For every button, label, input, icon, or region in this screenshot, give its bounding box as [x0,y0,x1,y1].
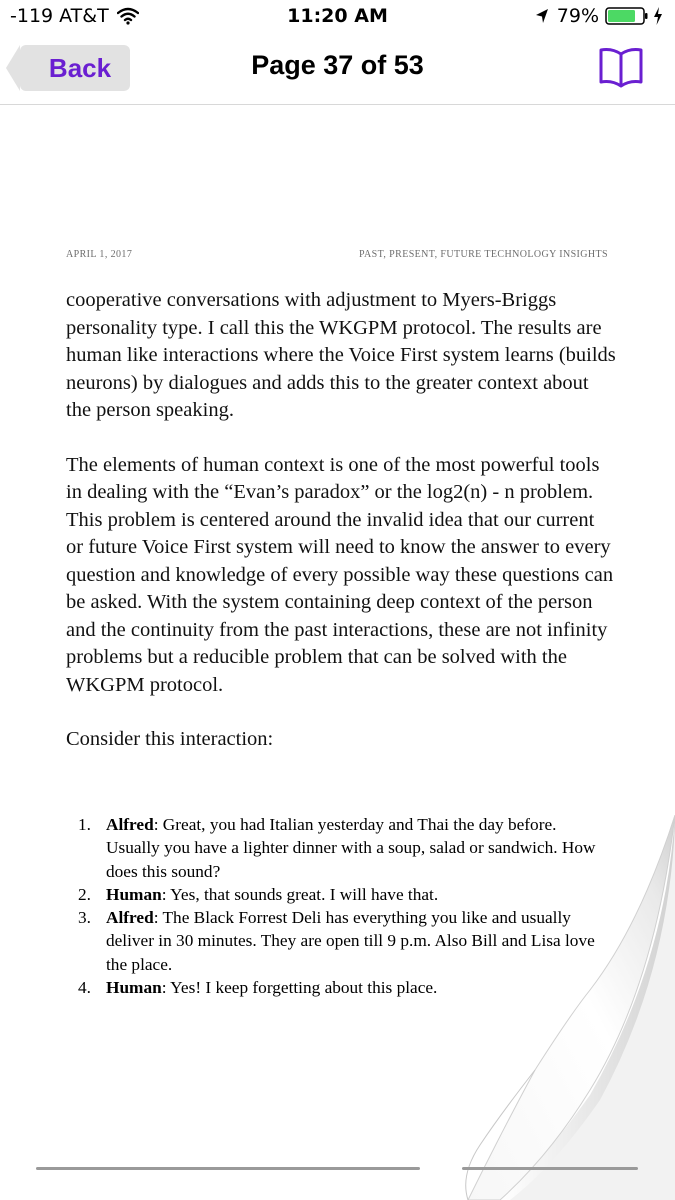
page-title: Page 37 of 53 [251,50,424,80]
carrier-label: -119 AT&T [10,5,109,27]
list-number: 2. [78,884,91,904]
status-right [535,5,663,27]
header-date: APRIL 1, 2017 [66,249,133,260]
status-bar [0,0,675,36]
paragraph: cooperative conversations with adjustment to Myers-Briggs personality type. I call this the WKGPM protocol. The results are human like interactions where the Voice First system learns (builds neurons) by dialogues and adds this to the greater context about the person speaking. [66,289,616,421]
paragraph: The elements of human context is one of the most powerful tools in dealing with the “Evan’s paradox” or the log2(n) - n problem. This problem is centered around the invalid idea that our current or future Voice First system will need to know the answer to every question and knowledge of every possible way these questions can be asked. With the system containing deep context of the person and the continuity from the past interactions, these are not infinity problems but a reducible problem that can be solved with the WKGPM protocol. [66,453,614,696]
dialogue-text: : The Black Forrest Deli has everything you like and usually deliver in 30 minutes. They are open till 9 p.m. Also Bill and Lisa love the place. [106,908,595,974]
page-scrubber-left[interactable] [36,1167,420,1170]
page-body [66,287,616,754]
speaker-name: Human [106,884,162,904]
open-book-icon[interactable] [598,46,644,88]
dialogue-text: : Yes! I keep forgetting about this place. [161,978,438,998]
battery-percent: 79% [556,5,599,27]
dialogue-text: : Yes, that sounds great. I will have that. [161,884,439,904]
back-button-label: Back [48,52,112,83]
speaker-name: Human [106,978,162,998]
list-number: 1. [78,815,91,834]
page-curl[interactable] [440,815,675,1200]
location-arrow-icon [535,8,549,24]
list-number: 4. [78,978,91,998]
page-scrubber-right[interactable] [462,1167,638,1170]
paragraph: Consider this interaction: [66,728,274,750]
charging-bolt-icon [653,7,663,25]
speaker-name: Alfred [106,815,154,834]
dialogue-text: : Great, you had Italian yesterday and Thai the day before. Usually you have a lighter dinner with a soup, salad or sandwich. How does this sound? [106,815,596,881]
navigation-bar [0,36,675,105]
list-number: 3. [78,908,91,928]
header-book-title: PAST, PRESENT, FUTURE TECHNOLOGY INSIGHTS [358,249,608,260]
clock: 11:20 AM [287,5,388,27]
speaker-name: Alfred [106,908,154,928]
battery-icon [605,6,649,26]
